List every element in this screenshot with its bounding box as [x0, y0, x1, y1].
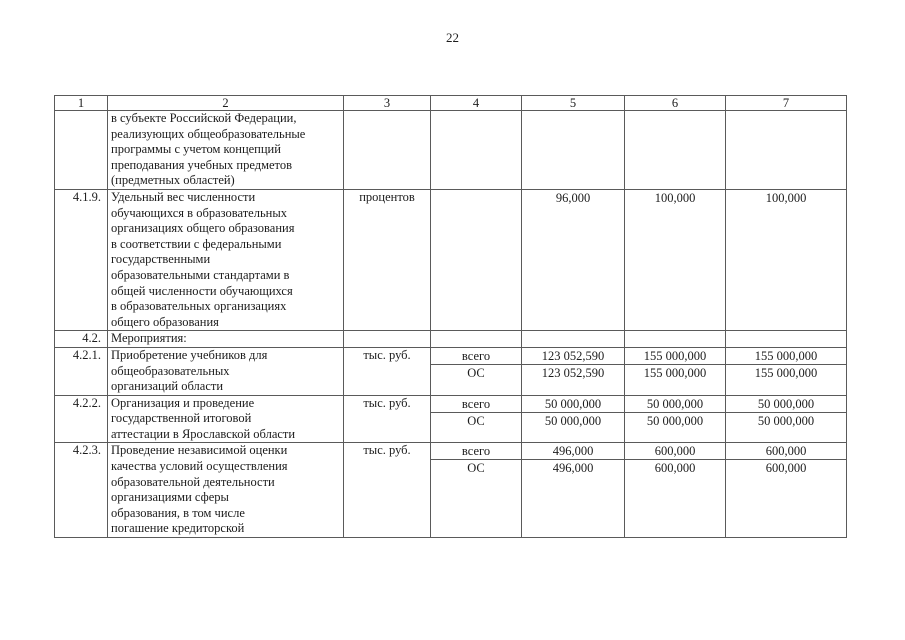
row-number-cell: 4.2.: [55, 331, 108, 348]
value-col6-cell: [625, 395, 726, 443]
row-number-cell: 4.2.2.: [55, 395, 108, 443]
row-number-cell: 4.2.3.: [55, 443, 108, 538]
table-row: [55, 347, 847, 395]
value-col7-cell: [726, 443, 847, 538]
data-table: [54, 95, 847, 538]
source-cell: [431, 189, 522, 330]
value-col5-cell: [522, 189, 625, 330]
value-col5-value: 50 000,000: [544, 396, 602, 411]
header-cell: 4: [431, 96, 522, 111]
table-row: [55, 189, 847, 330]
indicator-text-cell: Проведение независимой оценки качества условий осуществления образовательной деятельности организациями сферы образования, в том числе погашение кредиторской: [108, 443, 344, 538]
value-col6-value: 155 000,000: [625, 364, 725, 381]
indicator-text-cell: в субъекте Российской Федерации, реализующих общеобразовательные программы с учетом концепций преподавания учебных предметов (предметных областей): [108, 111, 344, 190]
value-col7-cell: [726, 395, 847, 443]
indicator-text-cell: Мероприятия:: [108, 331, 344, 348]
value-col6-value: 600,000: [625, 459, 725, 476]
value-col7-cell: [726, 331, 847, 348]
source-cell: [431, 395, 522, 443]
value-col5-value: 496,000: [552, 444, 594, 459]
unit-cell: процентов: [344, 189, 431, 330]
value-col7-value: 100,000: [765, 190, 807, 205]
value-col5-value: 123 052,590: [541, 348, 605, 363]
value-col5-value: 96,000: [555, 190, 591, 205]
header-cell: 1: [55, 96, 108, 111]
row-number-cell: 4.2.1.: [55, 347, 108, 395]
source-cell: [431, 443, 522, 538]
table-row: [55, 443, 847, 538]
header-cell: 5: [522, 96, 625, 111]
unit-cell: тыс. руб.: [344, 395, 431, 443]
page-number: 22: [446, 30, 459, 45]
value-col7-cell: [726, 111, 847, 190]
value-col6-cell: [625, 111, 726, 190]
header-row: [55, 96, 847, 111]
row-number-cell: [55, 111, 108, 190]
value-col6-value: 600,000: [654, 444, 696, 459]
source-value: ОС: [431, 459, 521, 476]
source-value: ОС: [431, 364, 521, 381]
value-col7-cell: [726, 189, 847, 330]
table-row: [55, 395, 847, 443]
source-cell: [431, 347, 522, 395]
value-col6-value: 50 000,000: [625, 412, 725, 429]
value-col6-cell: [625, 443, 726, 538]
unit-cell: [344, 111, 431, 190]
source-value: всего: [461, 396, 491, 411]
table-row: [55, 111, 847, 190]
value-col5-cell: [522, 111, 625, 190]
value-col6-cell: [625, 189, 726, 330]
value-col5-cell: [522, 443, 625, 538]
source-cell: [431, 111, 522, 190]
unit-cell: тыс. руб.: [344, 347, 431, 395]
source-value: всего: [461, 444, 491, 459]
value-col7-value: 155 000,000: [726, 364, 846, 381]
source-cell: [431, 331, 522, 348]
value-col6-value: 50 000,000: [646, 396, 704, 411]
value-col7-value: 50 000,000: [757, 396, 815, 411]
value-col6-value: 155 000,000: [643, 348, 707, 363]
unit-cell: тыс. руб.: [344, 443, 431, 538]
value-col5-cell: [522, 331, 625, 348]
header-cell: 7: [726, 96, 847, 111]
header-cell: 2: [108, 96, 344, 111]
table-row: [55, 331, 847, 348]
value-col5-value: 123 052,590: [522, 364, 624, 381]
value-col6-cell: [625, 347, 726, 395]
source-value: ОС: [431, 412, 521, 429]
indicator-text-cell: Организация и проведение государственной итоговой аттестации в Ярославской области: [108, 395, 344, 443]
unit-cell: [344, 331, 431, 348]
value-col6-value: 100,000: [654, 190, 696, 205]
value-col5-cell: [522, 395, 625, 443]
value-col7-value: 155 000,000: [754, 348, 818, 363]
value-col6-cell: [625, 331, 726, 348]
header-cell: 3: [344, 96, 431, 111]
row-number-cell: 4.1.9.: [55, 189, 108, 330]
indicator-text-cell: Приобретение учебников для общеобразовательных организаций области: [108, 347, 344, 395]
value-col5-cell: [522, 347, 625, 395]
indicator-text-cell: Удельный вес численности обучающихся в образовательных организациях общего образования в соответствии с федеральными государственными образовательными стандартами в общей численности обучающихся в образовательных организациях общего образования: [108, 189, 344, 330]
value-col7-value: 600,000: [726, 459, 846, 476]
source-value: всего: [461, 348, 491, 363]
value-col7-cell: [726, 347, 847, 395]
value-col5-value: 50 000,000: [522, 412, 624, 429]
value-col5-value: 496,000: [522, 459, 624, 476]
header-cell: 6: [625, 96, 726, 111]
value-col7-value: 600,000: [765, 444, 807, 459]
value-col7-value: 50 000,000: [726, 412, 846, 429]
